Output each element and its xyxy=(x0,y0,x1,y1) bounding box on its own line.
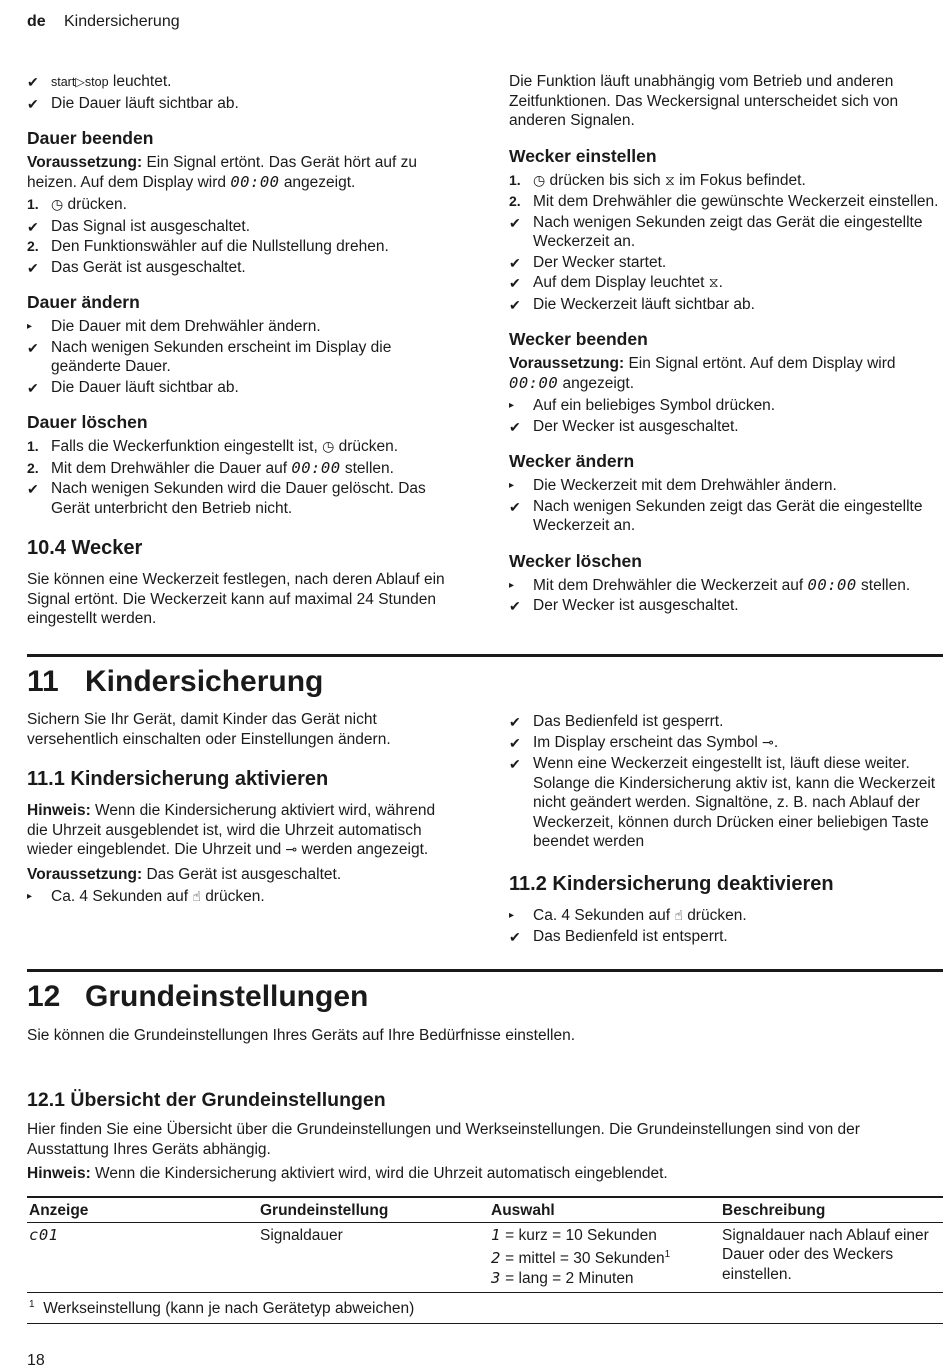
check-icon: ✔ xyxy=(509,254,521,271)
step-item: 1. Falls die Weckerfunktion eingestellt ist, ◷ drücken. xyxy=(27,438,399,455)
column-header: Anzeige xyxy=(27,1197,258,1222)
display-value: 00:00 xyxy=(291,458,341,477)
check-icon: ✔ xyxy=(27,339,39,356)
hourglass-icon: ⧖ xyxy=(664,172,675,189)
table-row xyxy=(27,1222,943,1293)
triangle-icon: ▸ xyxy=(509,909,515,921)
check-icon: ✔ xyxy=(509,734,521,751)
result-item: ✔ Der Wecker ist ausgeschaltet. xyxy=(509,417,939,437)
heading-12-1: 12.1 Übersicht der Grundeinstellungen xyxy=(27,1089,386,1111)
heading-11-2: 11.2 Kindersicherung deaktivieren xyxy=(509,872,834,895)
step-item: 1. ◷ drücken. xyxy=(27,196,127,213)
hand-icon: ☝ xyxy=(192,889,201,905)
start-stop-icon: start▷stop xyxy=(51,75,109,89)
table-cell: Signaldauer xyxy=(258,1222,489,1293)
triangle-icon: ▸ xyxy=(509,579,515,591)
triangle-icon: ▸ xyxy=(27,321,33,332)
paragraph: Hier finden Sie eine Übersicht über die Grundeinstellungen und Werkseinstellungen. Die Grundeinstellungen sind von der Ausstattung Ihres Geräts abhängig. xyxy=(27,1121,860,1158)
check-icon: ✔ xyxy=(27,74,39,90)
action-item: ▸ Ca. 4 Sekunden auf ☝ drücken. xyxy=(27,888,265,905)
subheading-wecker-einstellen: Wecker einstellen xyxy=(509,145,657,166)
step-item: 1. ◷ drücken bis sich ⧖ im Fokus befindet. xyxy=(509,171,806,189)
display-value: 00:00 xyxy=(230,172,280,191)
display-value: 00:00 xyxy=(509,373,559,392)
action-item: ▸ Mit dem Drehwähler die Weckerzeit auf 00:00 stellen. xyxy=(509,575,911,594)
check-icon: ✔ xyxy=(27,379,39,396)
footnote: $^1$ Werkseinstellung (kann je nach Gerätetyp abweichen) xyxy=(27,1293,943,1324)
triangle-icon: ▸ xyxy=(509,400,515,411)
precondition: Voraussetzung: Ein Signal ertönt. Auf dem Display wird 00:00 angezeigt. xyxy=(509,355,896,392)
header-title: Kindersicherung xyxy=(64,13,180,30)
check-icon: ✔ xyxy=(27,259,39,276)
action-item: ▸ Die Weckerzeit mit dem Drehwähler ändern. xyxy=(509,477,837,494)
right-column-top xyxy=(509,72,939,617)
precondition: Voraussetzung: Ein Signal ertönt. Das Gerät hört auf zu heizen. Auf dem Display wird 00:00 angezeigt. xyxy=(27,154,417,191)
note: Hinweis: Wenn die Kindersicherung aktiviert wird, wird die Uhrzeit automatisch eingeblendet. xyxy=(27,1165,668,1182)
check-icon: ✔ xyxy=(509,714,521,730)
paragraph: Sie können die Grundeinstellungen Ihres Geräts auf Ihre Bedürfnisse einstellen. xyxy=(27,1027,576,1044)
section-divider xyxy=(27,654,943,657)
subheading-dauer-loeschen: Dauer löschen xyxy=(27,412,148,432)
column-header: Beschreibung xyxy=(720,1197,943,1222)
display-value: 00:00 xyxy=(807,575,857,594)
subheading-dauer-beenden: Dauer beenden xyxy=(27,128,154,148)
action-item: ▸ Auf ein beliebiges Symbol drücken. xyxy=(509,397,776,414)
paragraph: Die Funktion läuft unabhängig vom Betrieb und anderen Zeitfunktionen. Das Weckersignal unterscheidet sich von anderen Signalen. xyxy=(509,73,899,129)
left-column-top xyxy=(27,72,457,632)
result-item: ✔ Das Bedienfeld ist gesperrt. xyxy=(509,712,939,732)
result-item: ✔ Nach wenigen Sekunden wird die Dauer gelöscht. Das Gerät unterbricht den Betrieb nicht. xyxy=(27,480,426,517)
result-item: ✔ Der Wecker ist ausgeschaltet. xyxy=(509,596,939,616)
check-icon: ✔ xyxy=(509,498,521,515)
key-icon: ⊸ xyxy=(762,734,774,751)
check-icon: ✔ xyxy=(27,95,39,112)
subheading-wecker-aendern: Wecker ändern xyxy=(509,451,635,471)
result-item: ✔ Nach wenigen Sekunden zeigt das Gerät die eingestellte Weckerzeit an. xyxy=(509,497,923,534)
result-item: ✔ start▷stop leuchtet. xyxy=(27,72,457,93)
result-item: ✔ Auf dem Display leuchtet ⧖. xyxy=(509,273,939,294)
section11-right xyxy=(509,712,939,948)
result-item: ✔ Das Signal ist ausgeschaltet. xyxy=(27,217,457,237)
table-header-row xyxy=(27,1197,943,1222)
settings-table xyxy=(27,1196,943,1324)
clock-icon: ◷ xyxy=(533,172,546,189)
action-item: ▸ Die Dauer mit dem Drehwähler ändern. xyxy=(27,318,321,335)
clock-icon: ◷ xyxy=(51,197,64,213)
subheading-wecker-beenden: Wecker beenden xyxy=(509,329,648,349)
action-item: ▸ Ca. 4 Sekunden auf ☝ drücken. xyxy=(509,906,747,924)
table-cell: 1 = kurz = 10 Sekunden 2 = mittel = 30 Sekunden$^1$ 3 = lang = 2 Minuten xyxy=(489,1222,720,1293)
check-icon: ✔ xyxy=(27,218,39,235)
display-code: c01 xyxy=(29,1225,59,1244)
step-item: 2. Mit dem Drehwähler die gewünschte Weckerzeit einstellen. xyxy=(509,193,939,210)
table-cell: Signaldauer nach Ablauf einer Dauer oder des Weckers einstellen. xyxy=(720,1222,943,1293)
result-item: ✔ Die Dauer läuft sichtbar ab. xyxy=(27,94,457,114)
triangle-icon: ▸ xyxy=(509,480,515,491)
triangle-icon: ▸ xyxy=(27,891,33,902)
paragraph: Sie können eine Weckerzeit festlegen, nach deren Ablauf ein Signal ertönt. Die Weckerzeit kann auf maximal 24 Stunden eingestellt werden. xyxy=(27,571,445,627)
hourglass-icon: ⧖ xyxy=(708,275,719,291)
result-item: ✔ Das Bedienfeld ist entsperrt. xyxy=(509,927,939,947)
heading-10-4-wecker: 10.4 Wecker xyxy=(27,537,143,559)
result-item: ✔ Der Wecker startet. xyxy=(509,253,939,273)
column-header: Auswahl xyxy=(489,1197,720,1222)
precondition: Voraussetzung: Das Gerät ist ausgeschaltet. xyxy=(27,865,342,883)
check-icon: ✔ xyxy=(509,296,521,313)
check-icon: ✔ xyxy=(509,275,521,291)
page-number: 18 xyxy=(27,1352,45,1369)
result-item: ✔ Nach wenigen Sekunden zeigt das Gerät die eingestellte Weckerzeit an. xyxy=(509,213,923,250)
paragraph: Sichern Sie Ihr Gerät, damit Kinder das Gerät nicht versehentlich einschalten oder Einstellungen ändern. xyxy=(27,711,391,748)
step-item: 2. Mit dem Drehwähler die Dauer auf 00:00 stellen. xyxy=(27,458,394,477)
check-icon: ✔ xyxy=(509,418,521,435)
result-item: ✔ Nach wenigen Sekunden erscheint im Display die geänderte Dauer. xyxy=(27,338,392,375)
clock-icon: ◷ xyxy=(322,439,335,455)
subheading-wecker-loeschen: Wecker löschen xyxy=(509,550,642,571)
result-item: ✔ Das Gerät ist ausgeschaltet. xyxy=(27,258,457,278)
section11-left xyxy=(27,710,457,909)
subheading-dauer-aendern: Dauer ändern xyxy=(27,292,140,312)
table-cell xyxy=(27,1222,258,1293)
result-item: ✔ Wenn eine Weckerzeit eingestellt ist, läuft diese weiter. Solange die Kindersicherung aktiv ist, kann die Weckerzeit nicht geändert werden. Signaltöne, z. B. nach Ablauf der Weckerzeit, können durch Drücken einer beliebigen Taste beendet werden xyxy=(509,755,936,850)
check-icon: ✔ xyxy=(27,481,39,497)
header-language: de xyxy=(27,13,46,30)
key-icon: ⊸ xyxy=(285,842,298,858)
check-icon: ✔ xyxy=(509,214,521,231)
check-icon: ✔ xyxy=(509,756,521,772)
hand-icon: ☝ xyxy=(674,907,683,924)
heading-11-kindersicherung: 11 Kindersicherung xyxy=(27,665,324,698)
section-divider xyxy=(27,969,943,972)
heading-12-grundeinstellungen: 12 Grundeinstellungen xyxy=(27,980,369,1013)
step-item: 2. Den Funktionswähler auf die Nullstellung drehen. xyxy=(27,238,389,255)
check-icon: ✔ xyxy=(509,598,521,614)
result-item: ✔ Die Weckerzeit läuft sichtbar ab. xyxy=(509,295,939,315)
result-item: ✔ Die Dauer läuft sichtbar ab. xyxy=(27,378,457,398)
note: Hinweis: Wenn die Kindersicherung aktiviert wird, während die Uhrzeit ausgeblendet ist, wird die Uhrzeit automatisch wieder eingeblendet. Die Uhrzeit und ⊸ werden angezeigt. xyxy=(27,802,436,858)
heading-11-1: 11.1 Kindersicherung aktivieren xyxy=(27,768,329,790)
result-item: ✔ Im Display erscheint das Symbol ⊸. xyxy=(509,733,939,754)
table-footnote-row xyxy=(27,1293,943,1324)
check-icon: ✔ xyxy=(509,929,521,945)
column-header: Grundeinstellung xyxy=(258,1197,489,1222)
